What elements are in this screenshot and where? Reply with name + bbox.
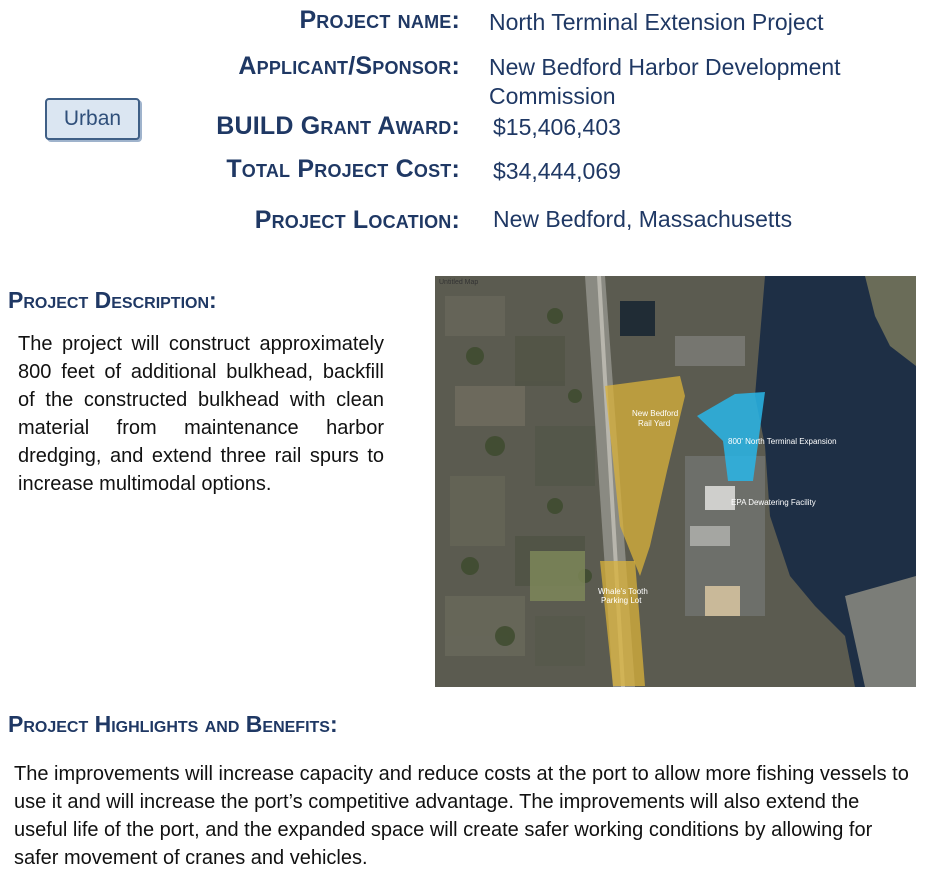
project-name-label: Project name: <box>299 6 460 34</box>
map-label-rail-yard-1: New Bedford <box>632 409 679 418</box>
applicant-label: Applicant/Sponsor: <box>238 52 460 80</box>
urban-badge: Urban <box>45 98 140 140</box>
applicant-value <box>489 53 841 111</box>
grant-award-label: BUILD Grant Award: <box>216 112 460 140</box>
total-cost-label: Total Project Cost: <box>226 155 460 183</box>
total-cost-value: $34,444,069 <box>493 158 621 184</box>
highlights-heading: Project Highlights and Benefits: <box>8 711 338 737</box>
project-location-label: Project Location: <box>254 206 460 234</box>
applicant-value-line1: New Bedford Harbor Development <box>489 54 841 80</box>
map-label-parking-1: Whale's Tooth <box>598 587 648 596</box>
map-title: Untitled Map <box>439 279 479 286</box>
map-label-terminal: 800' North Terminal Expansion <box>728 437 837 446</box>
map-label-rail-yard-2: Rail Yard <box>638 419 671 428</box>
applicant-value-line2: Commission <box>489 83 616 109</box>
description-text: The project will construct approximately 800 feet of additional bulkhead, backfill of the constructed bulkhead with clean material from maintenance harbor dredging, and extend three rail spurs to increase multimodal options. <box>18 333 384 495</box>
map-label-dewatering: EPA Dewatering Facility <box>731 498 816 507</box>
aerial-map <box>435 276 916 687</box>
grant-award-value: $15,406,403 <box>493 114 621 140</box>
highlights-text: The improvements will increase capacity and reduce costs at the port to allow more fishing vessels to use it and will increase the port’s competitive advantage. The improvements will also extend the useful life of the port, and the expanded space will create safer working conditions by allowing for safer movement of cranes and vehicles. <box>14 763 909 869</box>
description-heading: Project Description: <box>8 287 217 313</box>
project-location-value: New Bedford, Massachusetts <box>493 206 793 232</box>
map-label-parking-2: Parking Lot <box>601 596 642 605</box>
project-name-value: North Terminal Extension Project <box>489 9 824 35</box>
